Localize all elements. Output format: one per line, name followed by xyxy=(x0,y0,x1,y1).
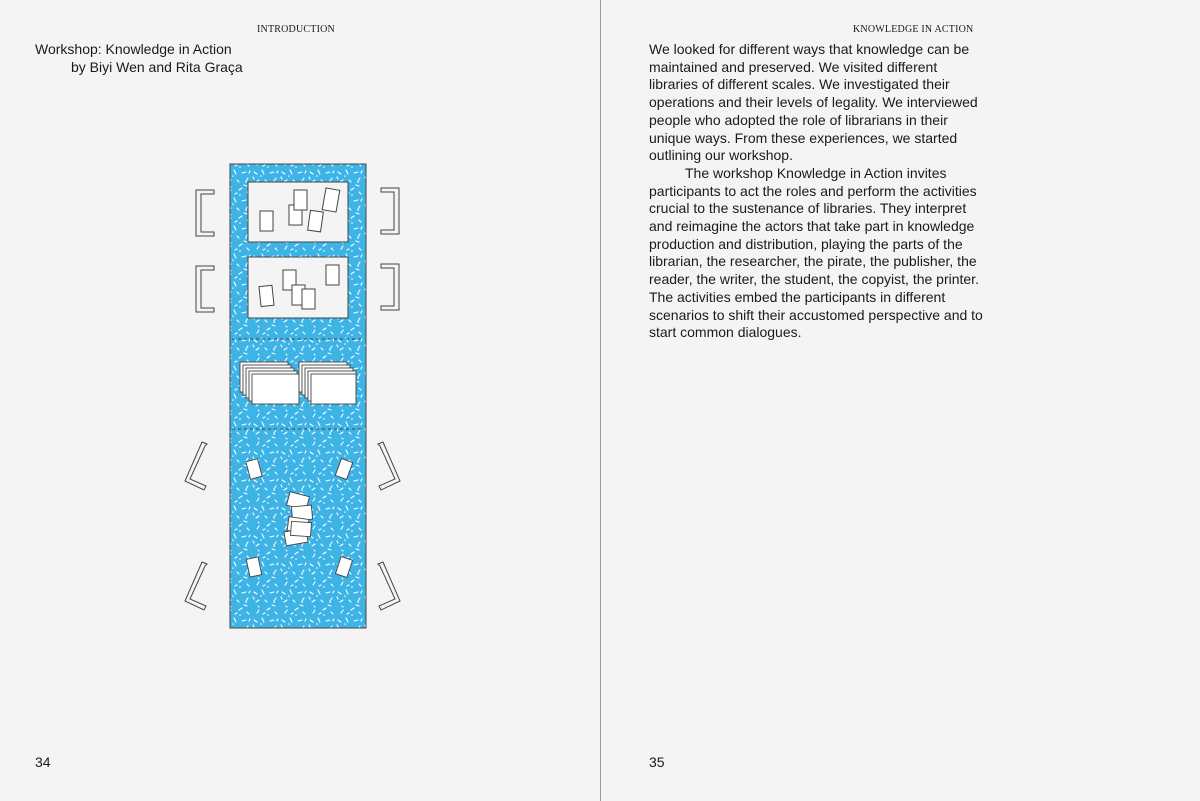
right-page xyxy=(601,0,1200,801)
running-head-right: KNOWLEDGE IN ACTION xyxy=(853,24,974,35)
board-2 xyxy=(248,257,348,318)
running-head-left: INTRODUCTION xyxy=(257,24,335,35)
body-paragraph-1: We looked for different ways that knowledge can be maintained and preserved. We visited different libraries of different scales. We investigated their operations and their levels of legality. We interviewed people who adopted the role of librarians in their unique ways. From these experiences, we started outlining our workshop. xyxy=(649,41,978,164)
page-number-right: 35 xyxy=(649,754,665,770)
body-paragraph-2: The workshop Knowledge in Action invites participants to act the roles and perform the activities crucial to the sustenance of libraries. They interpret and reimagine the actors that take part in knowledge production and distribution, playing the parts of the librarian, the researcher, the pirate, the publisher, the reader, the writer, the student, the copyist, the printer. The activities embed the participants in different scenarios to shift their accustomed perspective and to start common dialogues. xyxy=(649,164,983,341)
workshop-table-illustration xyxy=(180,160,420,632)
article-title-block xyxy=(35,41,243,77)
body-text xyxy=(649,41,989,342)
board-1 xyxy=(248,182,348,242)
book-stack-right xyxy=(299,362,356,404)
article-byline: by Biyi Wen and Rita Graça xyxy=(71,58,243,75)
page-number-left: 34 xyxy=(35,754,51,770)
book-stack-left xyxy=(240,362,299,404)
article-title: Workshop: Knowledge in Action xyxy=(35,41,232,57)
